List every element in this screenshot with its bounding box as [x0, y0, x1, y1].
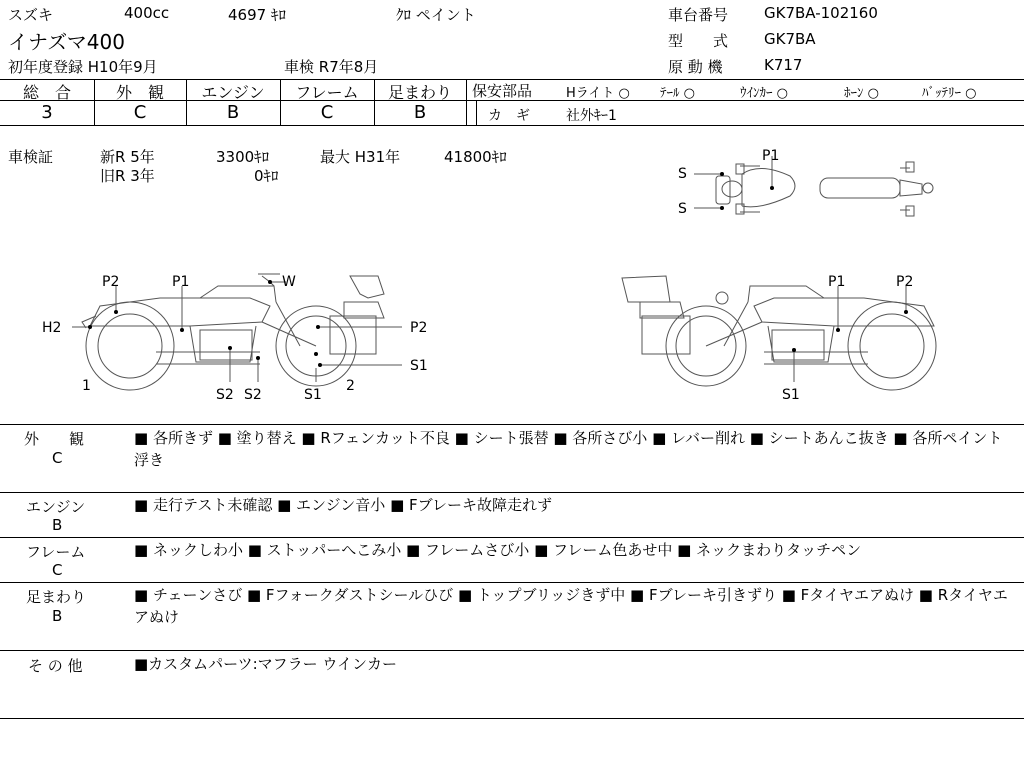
- damage-diagram: [0, 126, 1024, 426]
- label-left-p1: P1: [172, 274, 190, 290]
- safety-label: 保安部品: [472, 82, 533, 100]
- label-left-2: 2: [346, 378, 355, 394]
- key-value: 社外ｷｰ1: [566, 108, 617, 124]
- grade-header-overall: 総 合: [22, 83, 71, 102]
- remark-grade-engine: B: [52, 516, 63, 534]
- grade-header-exterior: 外 観: [115, 83, 164, 102]
- shaken-old-amount: 0ｷﾛ: [254, 167, 279, 185]
- inspection-date: 車検 R7年8月: [284, 58, 379, 76]
- label-left-s1: S1: [410, 358, 428, 374]
- label-top-p1: P1: [762, 148, 780, 164]
- remark-text-engine: ■ 走行テスト未確認 ■ エンジン音小 ■ Fブレーキ故障走れず: [134, 496, 553, 514]
- model-name: イナズマ400: [8, 30, 125, 54]
- shaken-label: 車検証: [8, 148, 54, 166]
- label-left-s1b: S1: [304, 387, 322, 403]
- safety-horn: ﾎｰﾝ ○: [844, 86, 879, 101]
- label-left-p2: P2: [102, 274, 120, 290]
- safety-battery: ﾊﾞｯﾃﾘｰ ○: [922, 86, 977, 101]
- grade-header-frame: フレーム: [295, 83, 359, 102]
- color: ｸﾛ ペイント: [396, 6, 476, 24]
- label-right-p1: P1: [828, 274, 846, 290]
- remark-text-exterior: ■ 各所きず ■ 塗り替え ■ Rフェンカット不良 ■ シート張替 ■ 各所さび小 ■ レバー削れ ■ シートあんこ抜き ■ 各所ペイント浮き: [134, 429, 1003, 469]
- remark-label-exterior: 外 観: [24, 430, 85, 448]
- type-value: GK7BA: [764, 30, 816, 48]
- chassis-number: GK7BA-102160: [764, 4, 878, 22]
- label-right-s1: S1: [782, 387, 800, 403]
- label-right-p2: P2: [896, 274, 914, 290]
- shaken-old-r: 旧R 3年: [100, 167, 155, 185]
- grade-header-engine: エンジン: [201, 83, 265, 102]
- grade-suspension: B: [413, 102, 427, 123]
- displacement: 400cc: [124, 4, 170, 22]
- label-left-s2b: S2: [244, 387, 262, 403]
- grade-overall: 3: [41, 102, 53, 123]
- label-top-s1: S: [678, 166, 687, 182]
- grade-exterior: C: [133, 102, 147, 123]
- chassis-label: 車台番号: [668, 6, 729, 24]
- shaken-max-amount: 41800ｷﾛ: [444, 148, 507, 166]
- remark-label-other: そ の 他: [28, 657, 83, 675]
- remark-grade-frame: C: [52, 561, 63, 579]
- remark-text-other: ■カスタムパーツ:マフラー ウインカー: [134, 655, 397, 673]
- maker: スズキ: [8, 6, 54, 24]
- remark-grade-suspension: B: [52, 607, 63, 625]
- remark-label-suspension: 足まわり: [26, 588, 87, 606]
- shaken-max: 最大 H31年: [320, 148, 401, 166]
- label-left-s2a: S2: [216, 387, 234, 403]
- grade-frame: C: [320, 102, 334, 123]
- type-label: 型 式: [668, 32, 729, 50]
- engine-label: 原 動 機: [668, 58, 723, 76]
- safety-winker: ｳｲﾝｶｰ ○: [740, 86, 788, 101]
- safety-headlight: Hライト ○: [566, 86, 630, 101]
- remark-label-frame: フレーム: [26, 543, 86, 561]
- label-top-s2: S: [678, 201, 687, 217]
- mileage: 4697 ｷﾛ: [228, 6, 286, 24]
- grade-engine: B: [226, 102, 240, 123]
- first-registration: 初年度登録 H10年9月: [8, 58, 158, 76]
- shaken-new-amount: 3300ｷﾛ: [216, 148, 270, 166]
- remark-text-suspension: ■ チェーンさび ■ Fフォークダストシールひび ■ トップブリッジきず中 ■ Fブレーキ引きずり ■ Fタイヤエアぬけ ■ Rタイヤエアぬけ: [134, 586, 1008, 626]
- top-view-motorcycle: [716, 162, 933, 216]
- label-left-h2: H2: [42, 320, 62, 336]
- remark-label-engine: エンジン: [26, 498, 86, 516]
- left-side-motorcycle: [82, 274, 384, 390]
- engine-value: K717: [764, 56, 803, 74]
- label-left-w: W: [282, 274, 296, 290]
- label-left-p2b: P2: [410, 320, 428, 336]
- remark-grade-exterior: C: [52, 449, 63, 467]
- remark-text-frame: ■ ネックしわ小 ■ ストッパーへこみ小 ■ フレームさび小 ■ フレーム色あせ中 ■ ネックまわりタッチペン: [134, 541, 862, 559]
- safety-tail: ﾃｰﾙ ○: [660, 86, 695, 101]
- shaken-new-r: 新R 5年: [100, 148, 155, 166]
- grade-header-suspension: 足まわり: [387, 83, 452, 102]
- label-left-1: 1: [82, 378, 91, 394]
- key-label: カ ギ: [488, 108, 530, 124]
- right-side-motorcycle: [622, 276, 936, 390]
